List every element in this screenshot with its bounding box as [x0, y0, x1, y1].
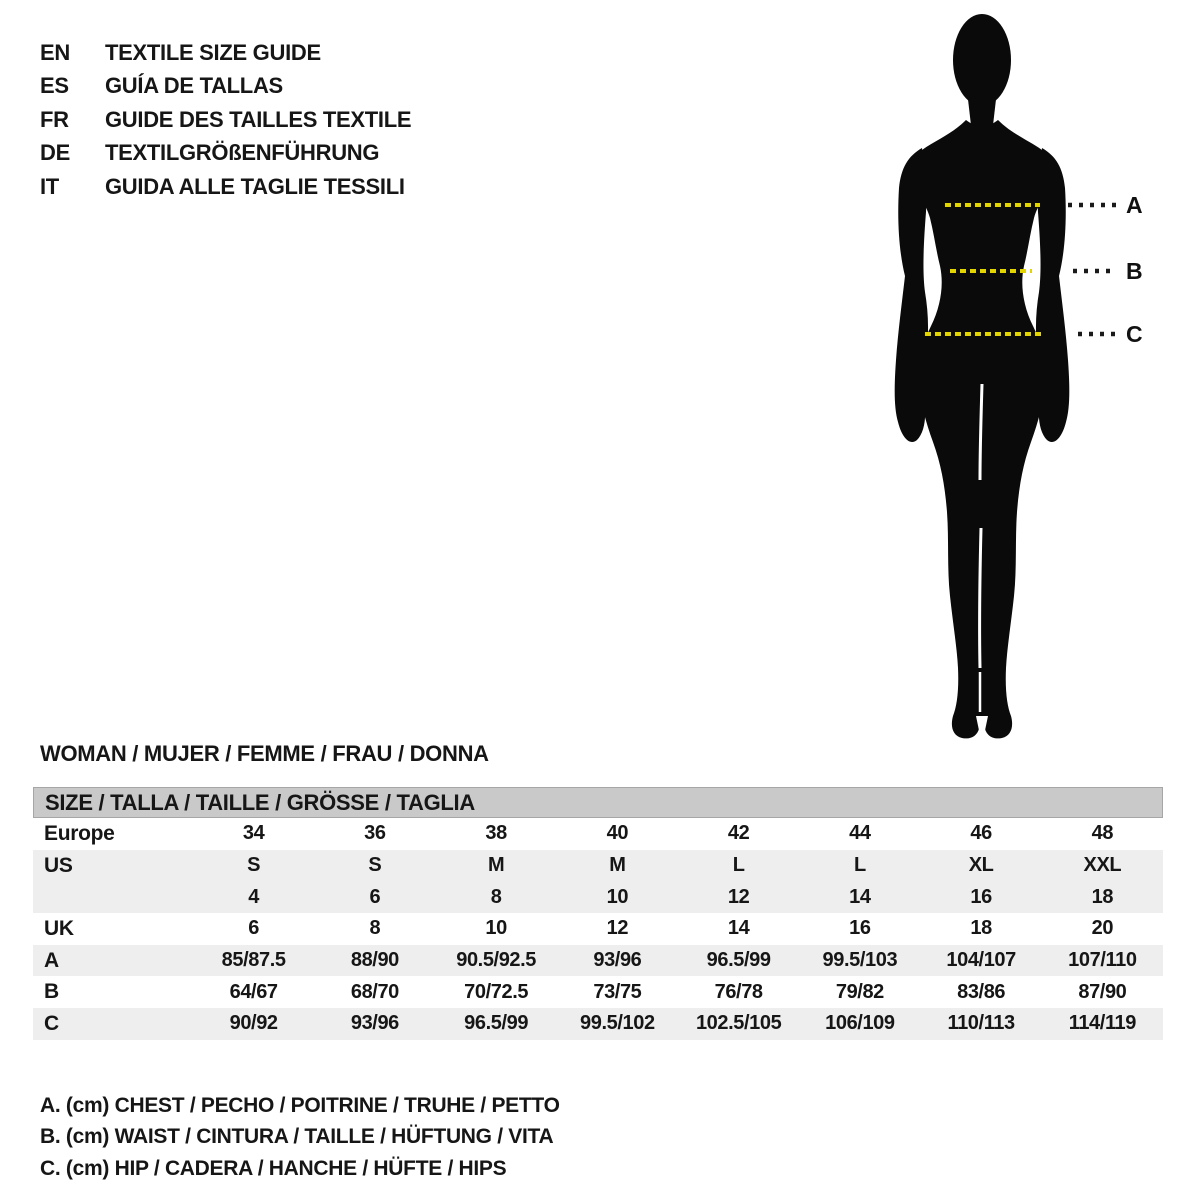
- table-row: [33, 1008, 1163, 1040]
- size-value: XL: [968, 854, 994, 877]
- size-value: 8: [490, 885, 502, 908]
- size-value: XXL: [1083, 854, 1122, 877]
- size-value: 64/67: [229, 980, 278, 1003]
- size-value: 93/96: [350, 1012, 399, 1035]
- section-title-woman: WOMAN / MUJER / FEMME / FRAU / DONNA: [40, 741, 489, 766]
- size-value: 4: [248, 885, 259, 908]
- chest-marker-label: A: [1126, 192, 1143, 218]
- size-value: 93/96: [593, 949, 642, 972]
- size-value: 70/72.5: [464, 980, 529, 1003]
- size-value: 48: [1091, 822, 1114, 845]
- size-value: 88/90: [350, 949, 399, 972]
- size-value: 90.5/92.5: [456, 949, 537, 972]
- language-title-row-es: [40, 70, 411, 104]
- language-code: IT: [40, 173, 59, 199]
- size-value: 44: [849, 822, 871, 845]
- size-value: 14: [727, 917, 750, 940]
- measurement-legend: [40, 1090, 560, 1185]
- size-value: 34: [242, 822, 265, 845]
- language-code: EN: [40, 39, 70, 65]
- language-code: ES: [40, 73, 69, 99]
- size-value: 73/75: [593, 980, 642, 1003]
- size-value: M: [609, 854, 626, 877]
- table-row: [33, 945, 1163, 977]
- size-table-body: [33, 818, 1163, 1040]
- size-value: L: [732, 854, 745, 877]
- size-value: 99.5/103: [822, 949, 898, 972]
- language-code: FR: [40, 106, 69, 132]
- silhouette-right-arm: [1036, 148, 1069, 442]
- size-value: 10: [485, 917, 507, 940]
- leg-gap-lower: [980, 528, 981, 668]
- size-value: 87/90: [1078, 980, 1127, 1003]
- table-row: [33, 850, 1163, 882]
- size-table: [33, 787, 1163, 1040]
- waist-marker-label: B: [1126, 258, 1143, 284]
- legend-line: A. (cm) CHEST / PECHO / POITRINE / TRUHE / PETTO: [40, 1093, 560, 1117]
- size-value: 38: [485, 822, 507, 845]
- size-value: 79/82: [835, 980, 884, 1003]
- size-value: 12: [727, 885, 750, 908]
- row-label: B: [44, 980, 59, 1004]
- legend-line: B. (cm) WAIST / CINTURA / TAILLE / HÜFTUNG / VITA: [40, 1125, 554, 1149]
- row-label: UK: [44, 916, 74, 940]
- language-title-row-fr: [40, 103, 411, 137]
- language-title-row-en: [40, 36, 411, 70]
- language-title-text: GUIDA ALLE TAGLIE TESSILI: [105, 173, 405, 199]
- size-value: 104/107: [946, 949, 1016, 972]
- size-value: S: [247, 854, 261, 877]
- language-title-row-de: [40, 137, 411, 171]
- table-row: [33, 881, 1163, 913]
- size-value: S: [368, 854, 382, 877]
- table-row: [33, 976, 1163, 1008]
- size-value: 96.5/99: [464, 1012, 529, 1035]
- table-row: [33, 913, 1163, 945]
- silhouette-left-arm: [895, 148, 928, 442]
- size-table-header: SIZE / TALLA / TAILLE / GRÖSSE / TAGLIA: [33, 787, 1163, 818]
- size-value: 114/119: [1068, 1012, 1137, 1035]
- language-code: DE: [40, 140, 70, 166]
- language-title-text: TEXTILE SIZE GUIDE: [105, 39, 321, 65]
- measurement-figure: [858, 8, 1198, 748]
- table-row: [33, 818, 1163, 850]
- woman-silhouette-diagram: [858, 8, 1198, 748]
- row-label: Europe: [44, 821, 115, 845]
- size-value: 110/113: [947, 1012, 1015, 1035]
- size-value: 107/110: [1068, 949, 1137, 972]
- size-value: 6: [248, 917, 259, 940]
- size-value: 42: [727, 822, 750, 845]
- size-value: M: [487, 854, 505, 877]
- size-value: 102.5/105: [695, 1012, 782, 1035]
- size-value: 40: [606, 822, 629, 845]
- size-value: 83/86: [957, 980, 1006, 1003]
- size-value: 16: [970, 885, 992, 908]
- size-value: 18: [1091, 885, 1114, 908]
- language-title-text: GUIDE DES TAILLES TEXTILE: [105, 106, 412, 132]
- size-value: 10: [606, 885, 629, 908]
- size-value: 20: [1091, 917, 1114, 940]
- size-value: 8: [369, 917, 381, 940]
- size-value: 16: [849, 917, 871, 940]
- language-title-text: GUÍA DE TALLAS: [105, 73, 283, 99]
- size-value: 76/78: [714, 980, 763, 1003]
- language-title-block: [40, 36, 411, 204]
- size-value: 6: [369, 885, 381, 908]
- size-value: 68/70: [350, 980, 399, 1003]
- row-label: C: [44, 1011, 59, 1035]
- size-value: 46: [970, 822, 992, 845]
- hip-marker-label: C: [1126, 321, 1143, 347]
- row-label: A: [44, 948, 59, 972]
- size-value: L: [853, 854, 866, 877]
- size-value: 12: [606, 917, 629, 940]
- language-title-text: TEXTILGRÖßENFÜHRUNG: [105, 140, 380, 166]
- legend-line: C. (cm) HIP / CADERA / HANCHE / HÜFTE / HIPS: [40, 1156, 507, 1180]
- row-label: US: [44, 853, 73, 877]
- size-value: 99.5/102: [580, 1012, 655, 1035]
- size-value: 96.5/99: [706, 949, 771, 972]
- size-value: 36: [364, 822, 386, 845]
- size-value: 14: [849, 885, 871, 908]
- size-value: 90/92: [229, 1012, 278, 1035]
- size-value: 106/109: [825, 1012, 895, 1035]
- size-value: 85/87.5: [221, 949, 286, 972]
- language-title-row-it: [40, 170, 411, 204]
- size-value: 18: [970, 917, 992, 940]
